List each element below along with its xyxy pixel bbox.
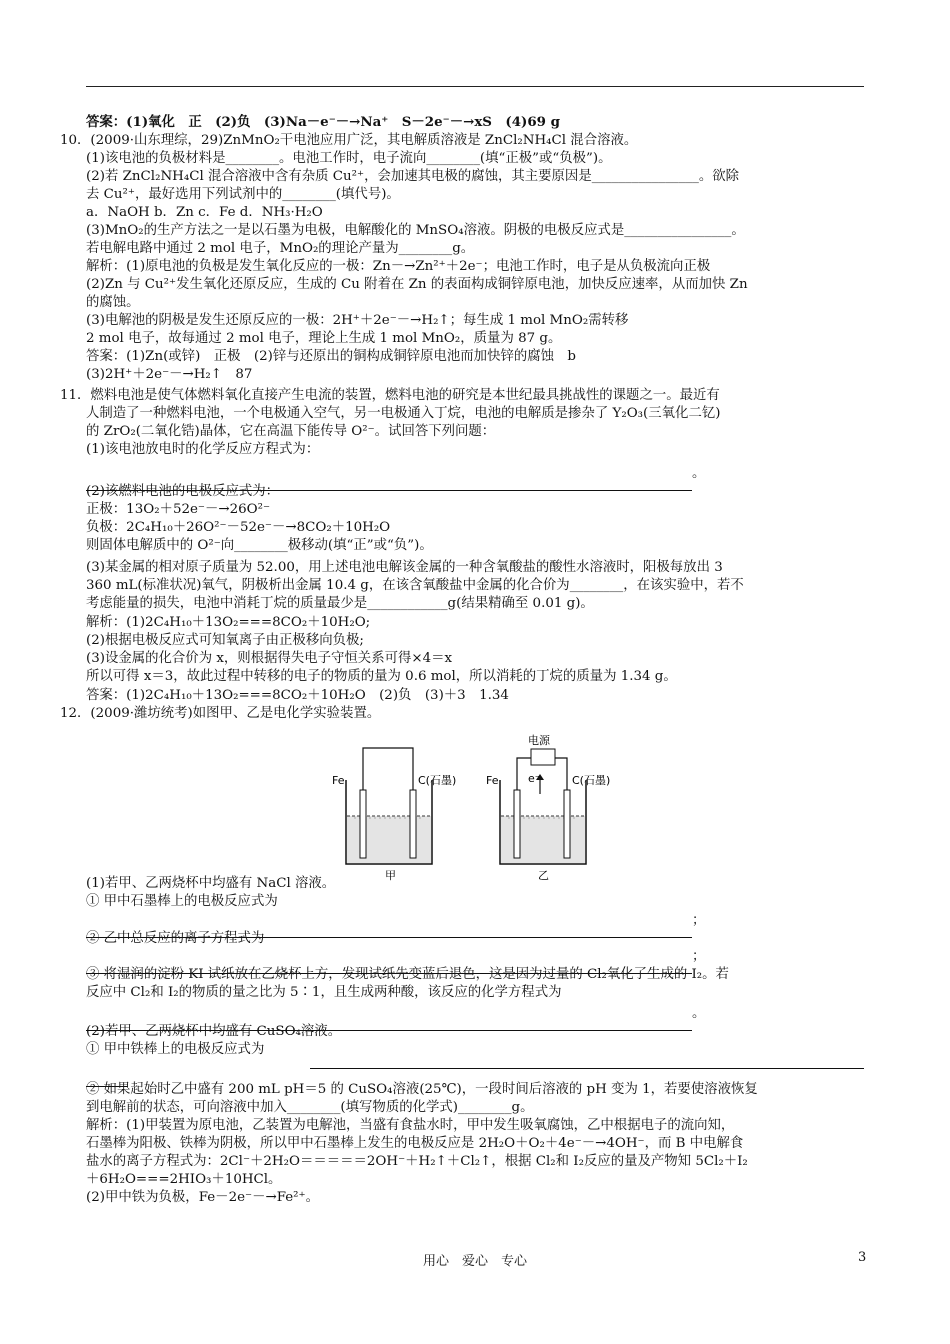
header-rule — [86, 86, 864, 87]
text-line: 的腐蚀。 — [86, 295, 140, 310]
text-line: ① 甲中石墨棒上的电极反应式为 — [86, 894, 278, 909]
text-line: 正极：13O₂＋52e⁻－→26O²⁻ — [86, 502, 271, 517]
text-line: (3)2H⁺＋2e⁻－→H₂↑ 87 — [86, 367, 253, 382]
text-line: (1)若甲、乙两烧杯中均盛有 NaCl 溶液。 — [86, 876, 336, 891]
text-line: ＋6H₂O===2HIO₃＋10HCl。 — [86, 1172, 282, 1187]
text-line: (3)某金属的相对原子质量为 52.00，用上述电池电解该金属的一种含氧酸盐的酸性水溶液时，阳极每放出 3 — [86, 560, 723, 575]
beaker-jia — [346, 748, 432, 864]
answer-blank-line — [86, 973, 692, 974]
text-line: ； — [692, 949, 706, 964]
label-fe-yi: Fe — [486, 774, 499, 787]
question-line: 11．燃料电池是使气体燃料氧化直接产生电流的装置，燃料电池的研究是本世纪最具挑战性的课题之一。最近有 — [60, 388, 720, 403]
text-line: 的 ZrO₂(二氧化锆)晶体，它在高温下能传导 O²⁻。试回答下列问题： — [86, 424, 496, 439]
text-line: 360 mL(标准状况)氧气，阴极析出金属 10.4 g，在该含氧酸盐中金属的化合价为________，在该实验中，若不 — [86, 578, 744, 593]
text-line: (3)MnO₂的生产方法之一是以石墨为电极，电解酸化的 MnSO₄溶液。阴极的电极反应式是________________。 — [86, 223, 745, 238]
text-line: 人制造了一种燃料电池，一个电极通入空气，另一电极通入丁烷，电池的电解质是掺杂了 Y₂O₃(三氧化二钇) — [86, 406, 721, 421]
answer-blank-line — [86, 937, 692, 938]
text-line: (1)该电池的负极材料是________。电池工作时，电子流向________(填“正极”或“负极”)。 — [86, 151, 612, 166]
text-line: 解析：(1)2C₄H₁₀＋13O₂===8CO₂＋10H₂O; — [86, 615, 371, 630]
label-electron: e⁻ — [528, 772, 541, 785]
label-fe-jia: Fe — [332, 774, 345, 787]
footer-motto: 用心 爱心 专心 — [422, 1254, 527, 1269]
text-line: 去 Cu²⁺，最好选用下列试剂中的________(填代号)。 — [86, 187, 400, 202]
answer-blank-line — [86, 490, 692, 491]
label-jia: 甲 — [385, 869, 396, 882]
text-line: 2 mol 电子，故每通过 2 mol 电子，理论上生成 1 mol MnO₂，质量为 87 g。 — [86, 331, 562, 346]
text-line: 石墨棒为阳极、铁棒为阴极，所以甲中石墨棒上发生的电极反应是 2H₂O＋O₂＋4e⁻－→4OH⁻，而 B 中电解食 — [86, 1136, 744, 1151]
text-line: 反应中 Cl₂和 I₂的物质的量之比为 5∶1，且生成两种酸，该反应的化学方程式为 — [86, 985, 562, 1000]
text-line: (3)设金属的化合价为 x，则根据得失电子守恒关系可得×4＝x — [86, 651, 453, 666]
text-line: (2)该燃料电池的电极反应式为： — [86, 484, 280, 499]
text-line: (1)该电池放电时的化学反应方程式为： — [86, 442, 320, 457]
text-line: (2)根据电极反应式可知氧离子由正极移向负极; — [86, 633, 364, 648]
label-c-yi: C(石墨) — [572, 774, 611, 787]
label-yi: 乙 — [538, 869, 549, 882]
text-line: 若电解电路中通过 2 mol 电子，MnO₂的理论产量为________g。 — [86, 241, 475, 256]
text-line: ③ 将湿润的淀粉 KI 试纸放在乙烧杯上方，发现试纸先变蓝后退色，这是因为过量的 Cl₂氧化了生成的 I₂。若 — [86, 967, 729, 982]
text-line: (2)甲中铁为负极，Fe－2e⁻－→Fe²⁺。 — [86, 1190, 320, 1205]
text-line: (2)若甲、乙两烧杯中均盛有 CuSO₄溶液。 — [86, 1024, 342, 1039]
text-line: 答案：(1)氧化 正 (2)负 (3)Na－e⁻－→Na⁺ S－2e⁻－→xS (4)69 g — [86, 114, 561, 130]
text-line: ； — [692, 913, 706, 928]
text-line: a．NaOH b．Zn c．Fe d．NH₃·H₂O — [86, 205, 323, 220]
answer-blank-line — [86, 1086, 128, 1087]
page-number: 3 — [858, 1250, 867, 1265]
label-power: 电源 — [528, 734, 550, 747]
text-line: 负极：2C₄H₁₀＋26O²⁻－52e⁻－→8CO₂＋10H₂O — [86, 520, 391, 535]
text-line: ② 乙中总反应的离子方程式为 — [86, 931, 265, 946]
text-line: 考虑能量的损失，电池中消耗丁烷的质量最少是____________g(结果精确至 0.01 g)。 — [86, 596, 594, 611]
text-line: 答案：(1)2C₄H₁₀＋13O₂===8CO₂＋10H₂O (2)负 (3)＋3 1.34 — [86, 688, 509, 703]
text-line: 。 — [692, 466, 706, 481]
text-line: 答案：(1)Zn(或锌) 正极 (2)锌与还原出的铜构成铜锌原电池而加快锌的腐蚀 b — [86, 349, 576, 364]
text-line: 到电解前的状态，可向溶液中加入________(填写物质的化学式)________g。 — [86, 1100, 534, 1115]
power-supply-box — [531, 749, 555, 765]
question-line: 10．(2009·山东理综，29)ZnMnO₂干电池应用广泛，其电解质溶液是 ZnCl₂NH₄Cl 混合溶液。 — [60, 133, 638, 148]
answer-blank-line — [310, 1068, 864, 1069]
text-line: (3)电解池的阴极是发生还原反应的一极：2H⁺＋2e⁻－→H₂↑；每生成 1 mol MnO₂需转移 — [86, 313, 629, 328]
text-line: ① 甲中铁棒上的电极反应式为 — [86, 1042, 265, 1057]
answer-blank-line — [86, 1030, 692, 1031]
text-line: 所以可得 x＝3，故此过程中转移的电子的物质的量为 0.6 mol，所以消耗的丁烷的质量为 1.34 g。 — [86, 669, 677, 684]
electrochemistry-figure — [330, 732, 620, 882]
question-line: 12．(2009·潍坊统考)如图甲、乙是电化学实验装置。 — [60, 706, 381, 721]
text-line: 。 — [692, 1006, 706, 1021]
text-line: ② 如果起始时乙中盛有 200 mL pH＝5 的 CuSO₄溶液(25℃)，一段时间后溶液的 pH 变为 1，若要使溶液恢复 — [86, 1082, 758, 1097]
text-line: 盐水的离子方程式为：2Cl⁻＋2H₂O＝＝＝＝＝2OH⁻＋H₂↑＋Cl₂↑，根据 Cl₂和 I₂反应的量及产物知 5Cl₂＋I₂ — [86, 1154, 748, 1169]
label-c-jia: C(石墨) — [418, 774, 457, 787]
text-line: 解析：(1)甲装置为原电池，乙装置为电解池，当盛有食盐水时，甲中发生吸氧腐蚀，乙中根据电子的流向知， — [86, 1118, 735, 1133]
text-line: (2)Zn 与 Cu²⁺发生氧化还原反应，生成的 Cu 附着在 Zn 的表面构成铜锌原电池，加快反应速率，从而加快 Zn — [86, 277, 748, 292]
beaker-yi — [500, 749, 586, 864]
text-line: 则固体电解质中的 O²⁻向________极移动(填“正”或“负”)。 — [86, 538, 433, 553]
text-line: (2)若 ZnCl₂NH₄Cl 混合溶液中含有杂质 Cu²⁺，会加速其电极的腐蚀，其主要原因是________________。欲除 — [86, 169, 740, 184]
text-line: 解析：(1)原电池的负极是发生氧化反应的一极：Zn－→Zn²⁺＋2e⁻；电池工作时，电子是从负极流向正极 — [86, 259, 711, 274]
